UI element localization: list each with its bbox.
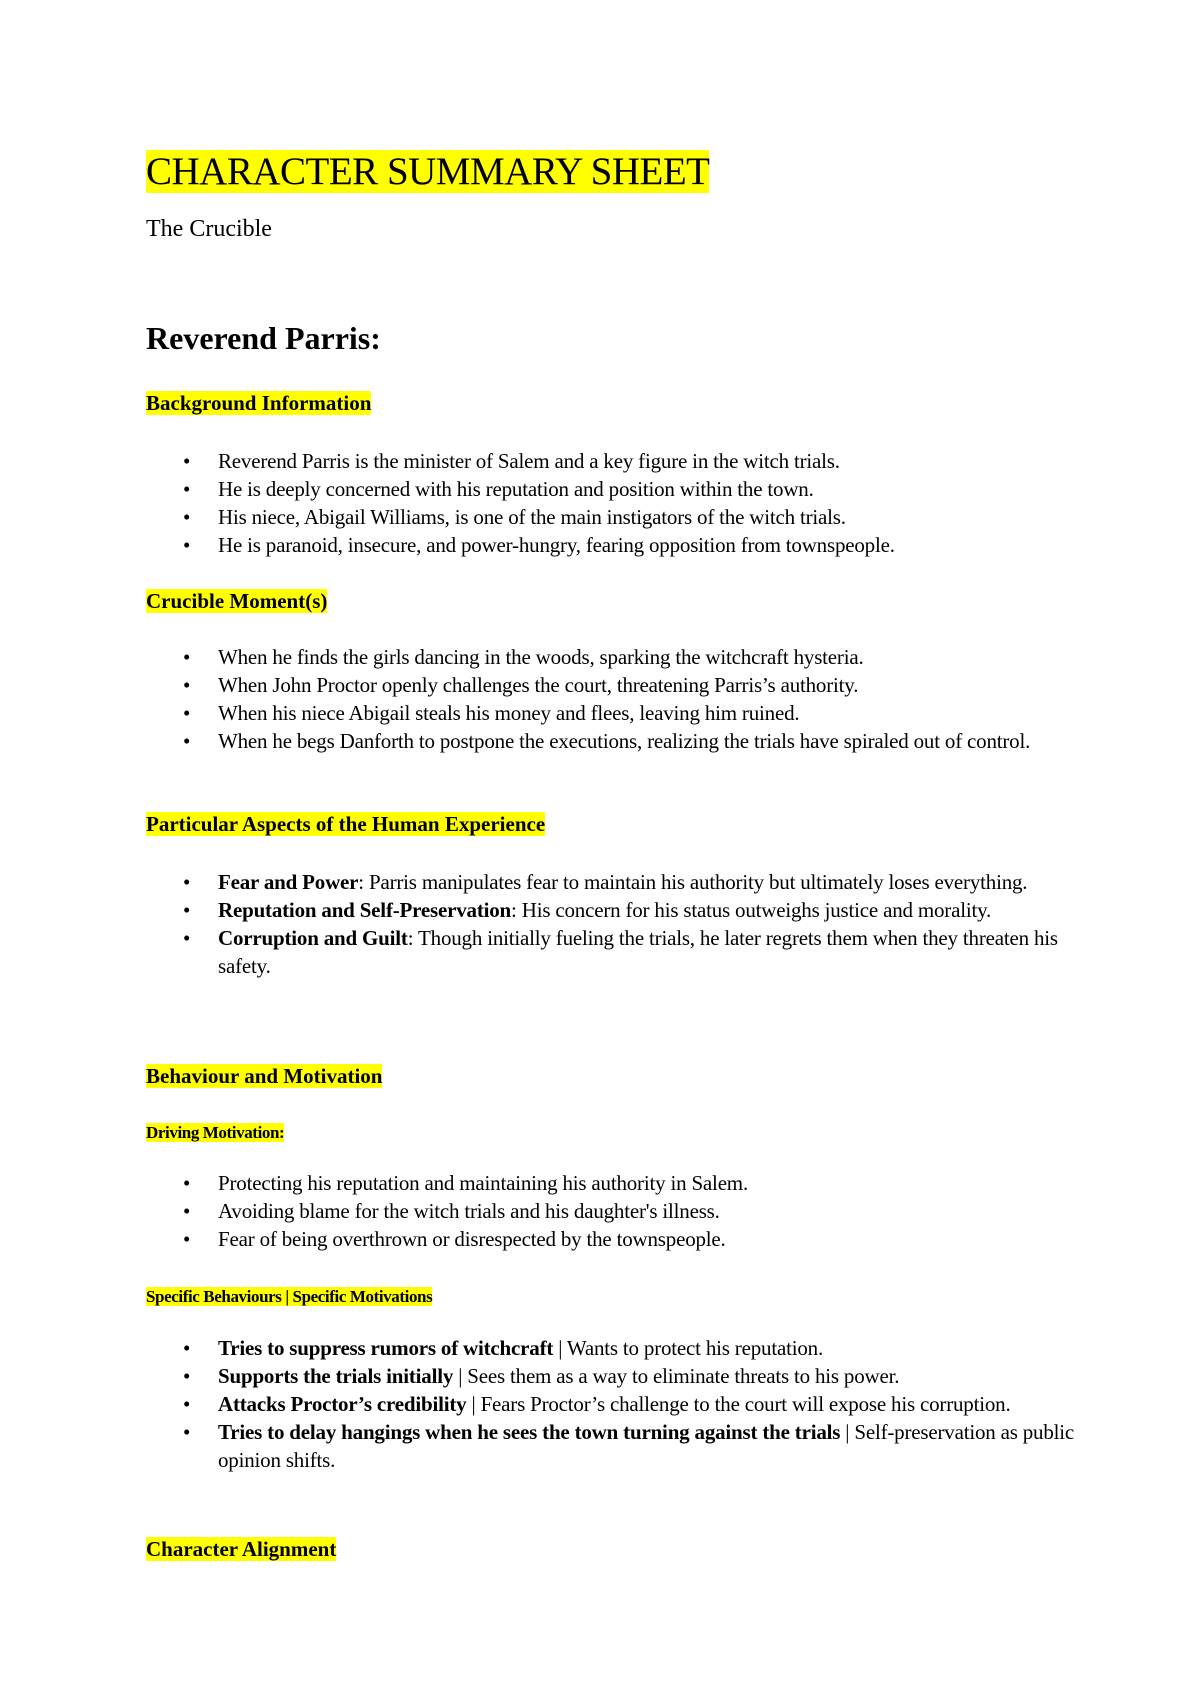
behaviour-text: Attacks Proctor’s credibility <box>218 1392 467 1416</box>
aspect-term: Corruption and Guilt <box>218 926 408 950</box>
aspect-term: Reputation and Self-Preservation <box>218 898 512 922</box>
list-item: • He is deeply concerned with his reputation and position within the town. <box>146 475 1076 503</box>
list-item: • His niece, Abigail Williams, is one of the main instigators of the witch trials. <box>146 503 1076 531</box>
moments-list <box>146 643 1076 755</box>
aspect-text: : Parris manipulates fear to maintain his authority but ultimately loses everything. <box>358 870 1028 894</box>
motivation-text: | Sees them as a way to eliminate threats to his power. <box>453 1364 900 1388</box>
document-subtitle: The Crucible <box>146 216 272 242</box>
list-item <box>146 1334 1076 1362</box>
list-item: • Fear of being overthrown or disrespected by the townspeople. <box>146 1225 1076 1253</box>
behaviour-heading: Behaviour and Motivation <box>146 1064 383 1088</box>
motivation-text: | Wants to protect his reputation. <box>553 1336 823 1360</box>
behaviour-text: Tries to suppress rumors of witchcraft <box>218 1336 554 1360</box>
background-list <box>146 447 1076 559</box>
list-item: • Avoiding blame for the witch trials and his daughter's illness. <box>146 1197 1076 1225</box>
driving-motivation-heading: Driving Motivation: <box>146 1123 285 1142</box>
moments-heading: Crucible Moment(s) <box>146 589 328 613</box>
driving-motivation-list <box>146 1169 1076 1253</box>
list-item: • When he begs Danforth to postpone the executions, realizing the trials have spiraled out of control. <box>146 727 1076 755</box>
list-item: • When he finds the girls dancing in the woods, sparking the witchcraft hysteria. <box>146 643 1076 671</box>
background-heading: Background Information <box>146 391 372 415</box>
list-item <box>146 924 1076 980</box>
aspect-term: Fear and Power <box>218 870 359 894</box>
behaviour-text: Supports the trials initially <box>218 1364 454 1388</box>
list-item <box>146 896 1076 924</box>
aspects-heading: Particular Aspects of the Human Experience <box>146 812 546 836</box>
list-item <box>146 1418 1076 1474</box>
aspect-text: : Though initially fueling the trials, he later regrets them when they threaten his safety. <box>218 926 1058 978</box>
list-item: • He is paranoid, insecure, and power-hungry, fearing opposition from townspeople. <box>146 531 1076 559</box>
list-item: • Reverend Parris is the minister of Salem and a key figure in the witch trials. <box>146 447 1076 475</box>
list-item: • Protecting his reputation and maintaining his authority in Salem. <box>146 1169 1076 1197</box>
motivation-text: | Fears Proctor’s challenge to the court will expose his corruption. <box>466 1392 1011 1416</box>
list-item <box>146 1362 1076 1390</box>
character-name: Reverend Parris: <box>146 320 381 356</box>
behaviour-text: Tries to delay hangings when he sees the town turning against the trials <box>218 1420 841 1444</box>
aspect-text: : His concern for his status outweighs justice and morality. <box>511 898 992 922</box>
list-item <box>146 868 1076 896</box>
list-item: • When his niece Abigail steals his money and flees, leaving him ruined. <box>146 699 1076 727</box>
document-title: CHARACTER SUMMARY SHEET <box>146 150 710 193</box>
list-item: • When John Proctor openly challenges the court, threatening Parris’s authority. <box>146 671 1076 699</box>
specific-behaviours-heading: Specific Behaviours | Specific Motivations <box>146 1287 433 1306</box>
motivation-text: | Self-preservation as public opinion shifts. <box>218 1420 1075 1472</box>
specific-behaviours-list <box>146 1334 1076 1474</box>
aspects-list <box>146 868 1076 980</box>
alignment-heading: Character Alignment <box>146 1537 337 1561</box>
list-item <box>146 1390 1076 1418</box>
